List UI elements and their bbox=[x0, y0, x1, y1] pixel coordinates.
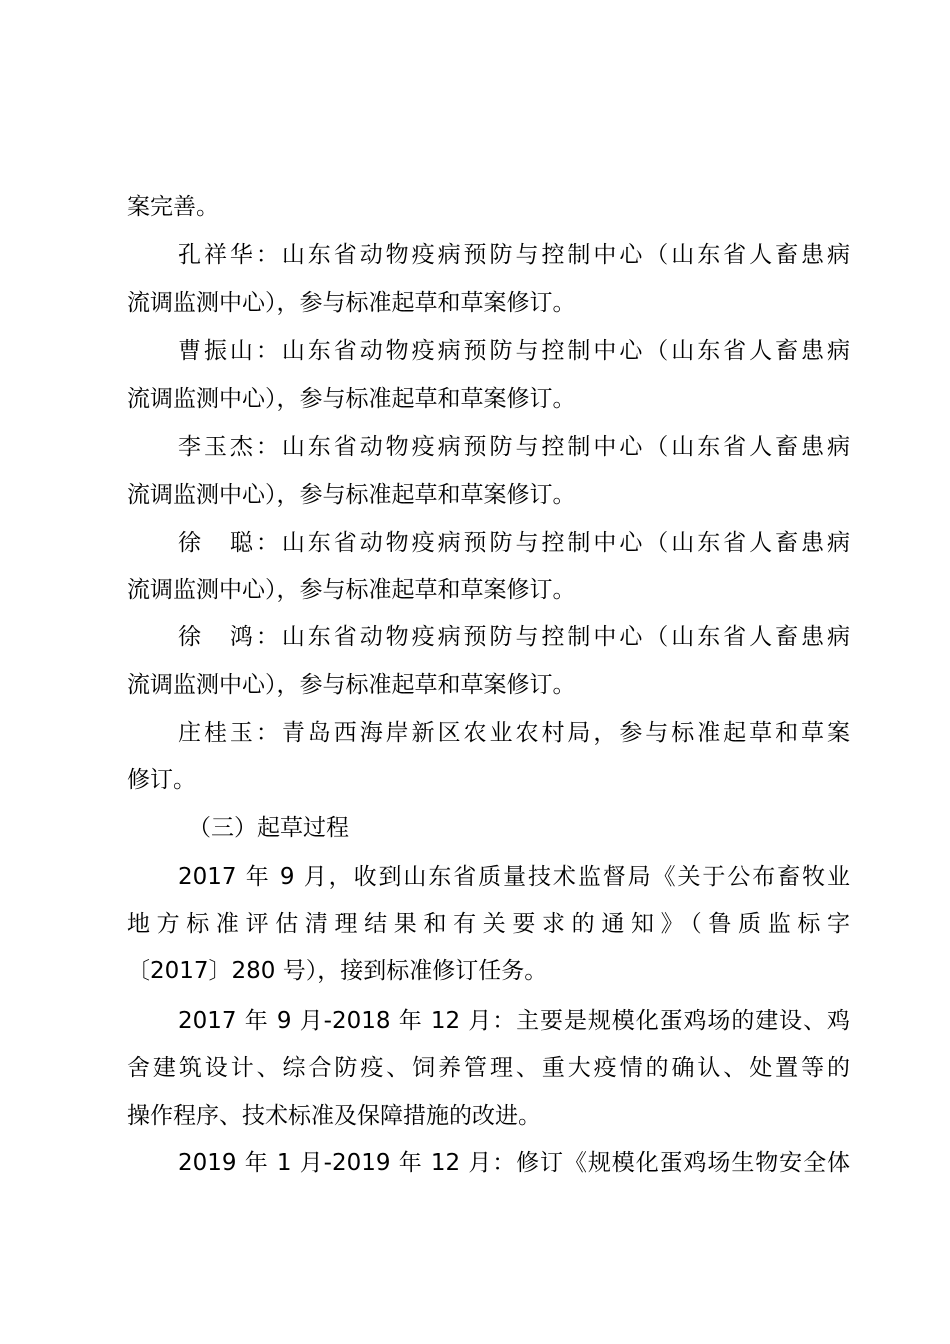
text-line: 孔祥华：山东省动物疫病预防与控制中心（山东省人畜患病 bbox=[178, 242, 850, 268]
text-line: 曹振山：山东省动物疫病预防与控制中心（山东省人畜患病 bbox=[178, 338, 850, 364]
text-line: 2017 年 9 月，收到山东省质量技术监督局《关于公布畜牧业 bbox=[178, 864, 850, 890]
text-line: 流调监测中心），参与标准起草和草案修订。 bbox=[127, 672, 576, 698]
text-line: 〔2017〕280 号），接到标准修订任务。 bbox=[127, 958, 548, 984]
text-line: 2019 年 1 月-2019 年 12 月：修订《规模化蛋鸡场生物安全体 bbox=[178, 1150, 850, 1176]
text-line: 案完善。 bbox=[127, 194, 219, 220]
text-line: 流调监测中心），参与标准起草和草案修订。 bbox=[127, 482, 576, 508]
section-heading: （三）起草过程 bbox=[188, 815, 349, 841]
text-line: 徐 聪：山东省动物疫病预防与控制中心（山东省人畜患病 bbox=[178, 530, 850, 556]
text-line: 徐 鸿：山东省动物疫病预防与控制中心（山东省人畜患病 bbox=[178, 624, 850, 650]
text-line: 2017 年 9 月-2018 年 12 月：主要是规模化蛋鸡场的建设、鸡 bbox=[178, 1008, 850, 1034]
text-line: 流调监测中心），参与标准起草和草案修订。 bbox=[127, 577, 576, 603]
text-line: 地方标准评估清理结果和有关要求的通知》（鲁质监标字 bbox=[127, 911, 850, 937]
text-line: 流调监测中心），参与标准起草和草案修订。 bbox=[127, 386, 576, 412]
text-line: 修订。 bbox=[127, 767, 196, 793]
text-line: 舍建筑设计、综合防疫、饲养管理、重大疫情的确认、处置等的 bbox=[127, 1055, 850, 1081]
text-line: 庄桂玉：青岛西海岸新区农业农村局，参与标准起草和草案 bbox=[178, 720, 850, 746]
text-line: 流调监测中心），参与标准起草和草案修订。 bbox=[127, 290, 576, 316]
text-line: 操作程序、技术标准及保障措施的改进。 bbox=[127, 1103, 541, 1129]
text-line: 李玉杰：山东省动物疫病预防与控制中心（山东省人畜患病 bbox=[178, 434, 850, 460]
